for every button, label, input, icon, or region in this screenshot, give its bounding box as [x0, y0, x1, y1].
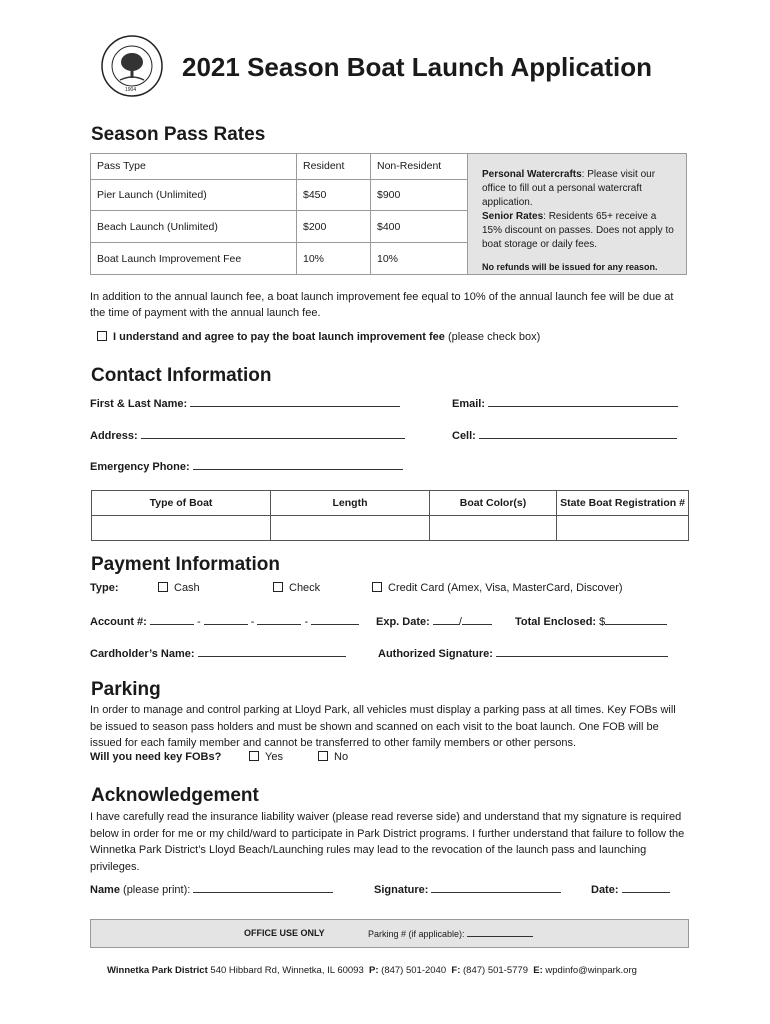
footer-email: wpdinfo@winpark.org	[545, 965, 637, 976]
footer-phone: (847) 501-2040	[381, 965, 447, 976]
office-parking-field[interactable]	[467, 928, 533, 937]
cash-checkbox[interactable]	[158, 582, 168, 592]
credit-checkbox[interactable]	[372, 582, 382, 592]
rates-col-pass-type: Pass Type	[91, 154, 297, 180]
total-row	[515, 614, 667, 628]
address-row	[90, 428, 405, 442]
email-label: Email:	[452, 398, 486, 410]
parking-heading: Parking	[91, 679, 161, 700]
watercraft-label: Personal Watercrafts	[482, 169, 582, 180]
address-label: Address:	[90, 430, 138, 442]
footer-phone-label: P:	[369, 965, 379, 976]
exp-slash: /	[458, 616, 462, 628]
footer-address: 540 Hibbard Rd, Winnetka, IL 60093	[210, 965, 364, 976]
fob-no-checkbox[interactable]	[318, 751, 328, 761]
auth-signature-field[interactable]	[496, 646, 668, 657]
office-parking-row	[368, 928, 533, 939]
rate-cell: Boat Launch Improvement Fee	[91, 243, 297, 275]
auth-signature-row	[378, 646, 668, 660]
account-field-3[interactable]	[257, 614, 301, 625]
cell-label: Cell:	[452, 430, 476, 442]
parking-text: In order to manage and control parking at Lloyd Park, all vehicles must display a parking pass at all times. Key FOBs will be issued to season pass holders and must be shown and scanned on each visit to the boat launch. One FOB will be issued for each family member and cannot be transferred to other family members or other persons.	[90, 704, 676, 749]
boat-type-input[interactable]	[92, 516, 271, 541]
rate-cell: $400	[371, 211, 468, 243]
boat-registration-input[interactable]	[557, 516, 689, 541]
payment-heading: Payment Information	[91, 554, 280, 575]
rate-cell: Pier Launch (Unlimited)	[91, 179, 297, 211]
check-label: Check	[289, 582, 321, 594]
footer-email-label: E:	[533, 965, 543, 976]
contact-heading: Contact Information	[91, 365, 272, 386]
fob-yes-option[interactable]	[249, 751, 283, 763]
total-label: Total Enclosed:	[515, 616, 597, 628]
ack-date-field[interactable]	[622, 882, 670, 893]
ack-signature-field[interactable]	[431, 882, 561, 893]
boat-color-input[interactable]	[430, 516, 557, 541]
cardholder-field[interactable]	[198, 646, 346, 657]
account-field-1[interactable]	[150, 614, 194, 625]
fob-no-label: No	[334, 751, 349, 763]
boat-col-type: Type of Boat	[92, 491, 271, 516]
exp-label: Exp. Date:	[376, 616, 430, 628]
emergency-label: Emergency Phone:	[90, 461, 190, 473]
rate-cell: $900	[371, 179, 468, 211]
ack-name-note: (please print):	[123, 884, 191, 896]
boat-table	[91, 490, 689, 541]
email-row	[452, 396, 678, 410]
type-label: Type:	[90, 582, 119, 594]
improvement-fee-paragraph: In addition to the annual launch fee, a boat launch improvement fee equal to 10% of the annual launch fee will be due at the time of payment with the annual launch fee.	[90, 291, 674, 319]
ack-name-row	[90, 882, 333, 896]
check-checkbox[interactable]	[273, 582, 283, 592]
rates-heading: Season Pass Rates	[91, 124, 266, 145]
account-field-2[interactable]	[204, 614, 248, 625]
total-field[interactable]	[605, 614, 667, 625]
address-field[interactable]	[141, 428, 405, 439]
email-field[interactable]	[488, 396, 678, 407]
rate-cell: 10%	[371, 243, 468, 275]
credit-label: Credit Card (Amex, Visa, MasterCard, Discover)	[388, 582, 623, 594]
ack-signature-label: Signature:	[374, 884, 429, 896]
exp-month-field[interactable]	[433, 614, 459, 625]
ack-date-row	[591, 882, 670, 896]
office-use-box	[90, 919, 689, 948]
total-prefix: $	[599, 616, 606, 628]
district-logo	[100, 34, 164, 98]
boat-col-length: Length	[271, 491, 430, 516]
ack-date-label: Date:	[591, 884, 619, 896]
ack-name-field[interactable]	[193, 882, 333, 893]
watercraft-text: : Please visit our office to fill out a personal watercraft application.	[482, 169, 656, 208]
refund-note: No refunds will be issued for any reason.	[482, 262, 658, 272]
account-field-4[interactable]	[311, 614, 359, 625]
payment-option-cash[interactable]	[158, 582, 200, 594]
ack-signature-row	[374, 882, 561, 896]
fob-no-option[interactable]	[318, 751, 348, 763]
footer-fax: (847) 501-5779	[463, 965, 528, 976]
rate-cell: Beach Launch (Unlimited)	[91, 211, 297, 243]
footer-fax-label: F:	[451, 965, 461, 976]
office-parking-label: Parking # (if applicable):	[368, 929, 465, 939]
rate-cell: 10%	[297, 243, 371, 275]
agree-checkbox[interactable]	[97, 331, 107, 341]
exp-row	[376, 614, 492, 628]
agree-label: I understand and agree to pay the boat launch improvement fee	[113, 331, 445, 343]
name-field[interactable]	[190, 396, 400, 407]
ack-text: I have carefully read the insurance liability waiver (please read reverse side) and understand that my signature is required below in order for me or my child/ward to participate in Park District programs. I further understand that failure to follow the Winnetka Park District’s Lloyd Beach/Launching rules may lead to the revocation of the launch pass and launching privileges.	[90, 811, 685, 873]
payment-option-credit[interactable]	[372, 582, 623, 594]
auth-signature-label: Authorized Signature:	[378, 648, 493, 660]
rates-table	[90, 153, 687, 275]
rates-col-nonresident: Non-Resident	[371, 154, 468, 180]
fob-yes-label: Yes	[265, 751, 283, 763]
boat-col-color: Boat Color(s)	[430, 491, 557, 516]
account-label: Account #:	[90, 616, 147, 628]
boat-length-input[interactable]	[271, 516, 430, 541]
footer	[107, 965, 637, 976]
cash-label: Cash	[174, 582, 200, 594]
rate-cell: $200	[297, 211, 371, 243]
agree-row	[97, 331, 540, 343]
account-row: Account #: - - -	[90, 614, 359, 628]
cell-field[interactable]	[479, 428, 677, 439]
senior-label: Senior Rates	[482, 211, 544, 222]
emergency-field[interactable]	[193, 459, 403, 470]
fob-row	[90, 751, 221, 763]
payment-option-check[interactable]	[273, 582, 320, 594]
ack-name-label: Name	[90, 884, 120, 896]
page-title: 2021 Season Boat Launch Application	[182, 52, 653, 82]
office-use-label: OFFICE USE ONLY	[244, 928, 325, 938]
ack-heading: Acknowledgement	[91, 785, 259, 806]
name-row	[90, 396, 400, 410]
cell-row	[452, 428, 677, 442]
boat-col-registration: State Boat Registration #	[557, 491, 689, 516]
cardholder-label: Cardholder’s Name:	[90, 648, 195, 660]
rates-note-panel	[468, 154, 687, 275]
logo-year: 1904	[125, 87, 137, 93]
fob-question: Will you need key FOBs?	[90, 751, 222, 763]
cardholder-row	[90, 646, 346, 660]
agree-note: (please check box)	[447, 331, 541, 343]
rates-col-resident: Resident	[297, 154, 371, 180]
fob-yes-checkbox[interactable]	[249, 751, 259, 761]
name-label: First & Last Name:	[90, 398, 188, 410]
exp-year-field[interactable]	[462, 614, 492, 625]
senior-text: : Residents 65+ receive a 15% discount on passes. Does not apply to boat storage or daily fees.	[482, 211, 674, 250]
emergency-row	[90, 459, 403, 473]
rate-cell: $450	[297, 179, 371, 211]
footer-org: Winnetka Park District	[107, 965, 208, 976]
